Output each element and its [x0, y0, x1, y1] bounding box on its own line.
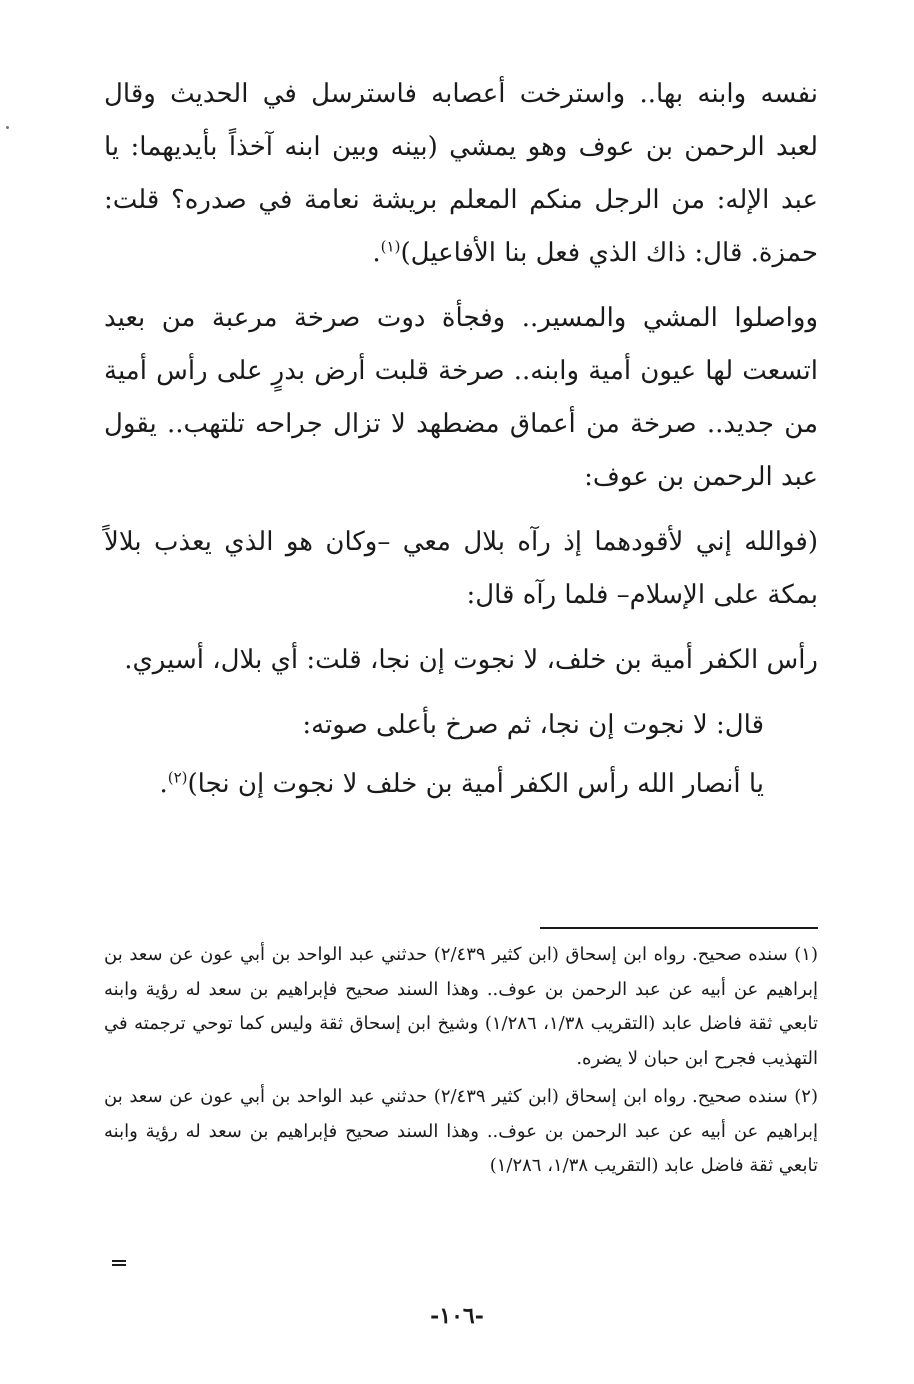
paragraph-2 [104, 292, 818, 504]
paragraph-1 [104, 68, 818, 280]
footnote-ref-2[interactable]: (٢) [167, 768, 188, 787]
paragraph-1-text: نفسه وابنه بها.. واسترخت أعصابه فاسترسل في الحديث وقال لعبد الرحمن بن عوف وهو يمشي (بينه وبين ابنه آخذاً بأيديهما: يا عبد الإله: من الرجل منكم المعلم بريشة نعامة في صدره؟ قلت: حمزة. قال: ذاك الذي فعل بنا الأفاعيل) [104, 79, 818, 268]
paragraph-1-tail: . [372, 238, 381, 268]
main-text [104, 68, 818, 811]
paragraph-6-text: يا أنصار الله رأس الكفر أمية بن خلف لا نجوت إن نجا) [187, 769, 764, 799]
paragraph-5 [104, 699, 818, 752]
paragraph-3-quote [104, 516, 818, 622]
paragraph-4-text: رأس الكفر أمية بن خلف، لا نجوت إن نجا، قلت: أي بلال، أسيري. [124, 645, 818, 675]
paragraph-2-text: وواصلوا المشي والمسير.. وفجأة دوت صرخة مرعبة من بعيد اتسعت لها عيون أمية وابنه.. صرخة قلبت أرض بدرٍ على رأس أمية من جديد.. صرخة من أعماق مضطهد لا تزال جراحه تلتهب.. يقول عبد الرحمن بن عوف: [104, 303, 818, 492]
paragraph-4 [104, 634, 818, 687]
page-number: -١٠٦- [430, 1303, 484, 1329]
footnote-ref-1[interactable]: (١) [380, 237, 401, 256]
paragraph-6 [104, 758, 818, 811]
footnote-1: (١) سنده صحيح. رواه ابن إسحاق (ابن كثير ٢/٤٣٩) حدثني عبد الواحد بن أبي عون عن سعد بن إبراهيم عن أبيه عن عبد الرحمن بن عوف.. وهذا السند صحيح فإبراهيم بن سعد له رؤية وابنه تابعي ثقة فاضل عابد (التقريب ١/٣٨، ١/٢٨٦) وشيخ ابن إسحاق ثقة وليس كما توحي ترجمته في التهذيب فجرح ابن حبان لا يضره. [104, 944, 819, 1069]
paragraph-6-tail: . [159, 769, 168, 799]
scan-speck [6, 126, 9, 129]
paragraph-3-text: (فوالله إني لأقودهما إذ رآه بلال معي –وكان هو الذي يعذب بلالاً بمكة على الإسلام– فلما رآه قال: [104, 527, 818, 610]
continuation-mark [112, 1260, 126, 1266]
footnotes [104, 938, 818, 1188]
footnote-2: (٢) سنده صحيح. رواه ابن إسحاق (ابن كثير ٢/٤٣٩) حدثني عبد الواحد بن أبي عون عن سعد بن إبراهيم عن أبيه عن عبد الرحمن بن عوف.. وهذا السند صحيح فإبراهيم بن سعد له رؤية وابنه تابعي ثقة فاضل عابد (التقريب ١/٣٨، ١/٢٨٦) [104, 1086, 818, 1176]
footnote-separator [540, 927, 818, 929]
paragraph-5-text: قال: لا نجوت إن نجا، ثم صرخ بأعلى صوته: [302, 710, 764, 740]
